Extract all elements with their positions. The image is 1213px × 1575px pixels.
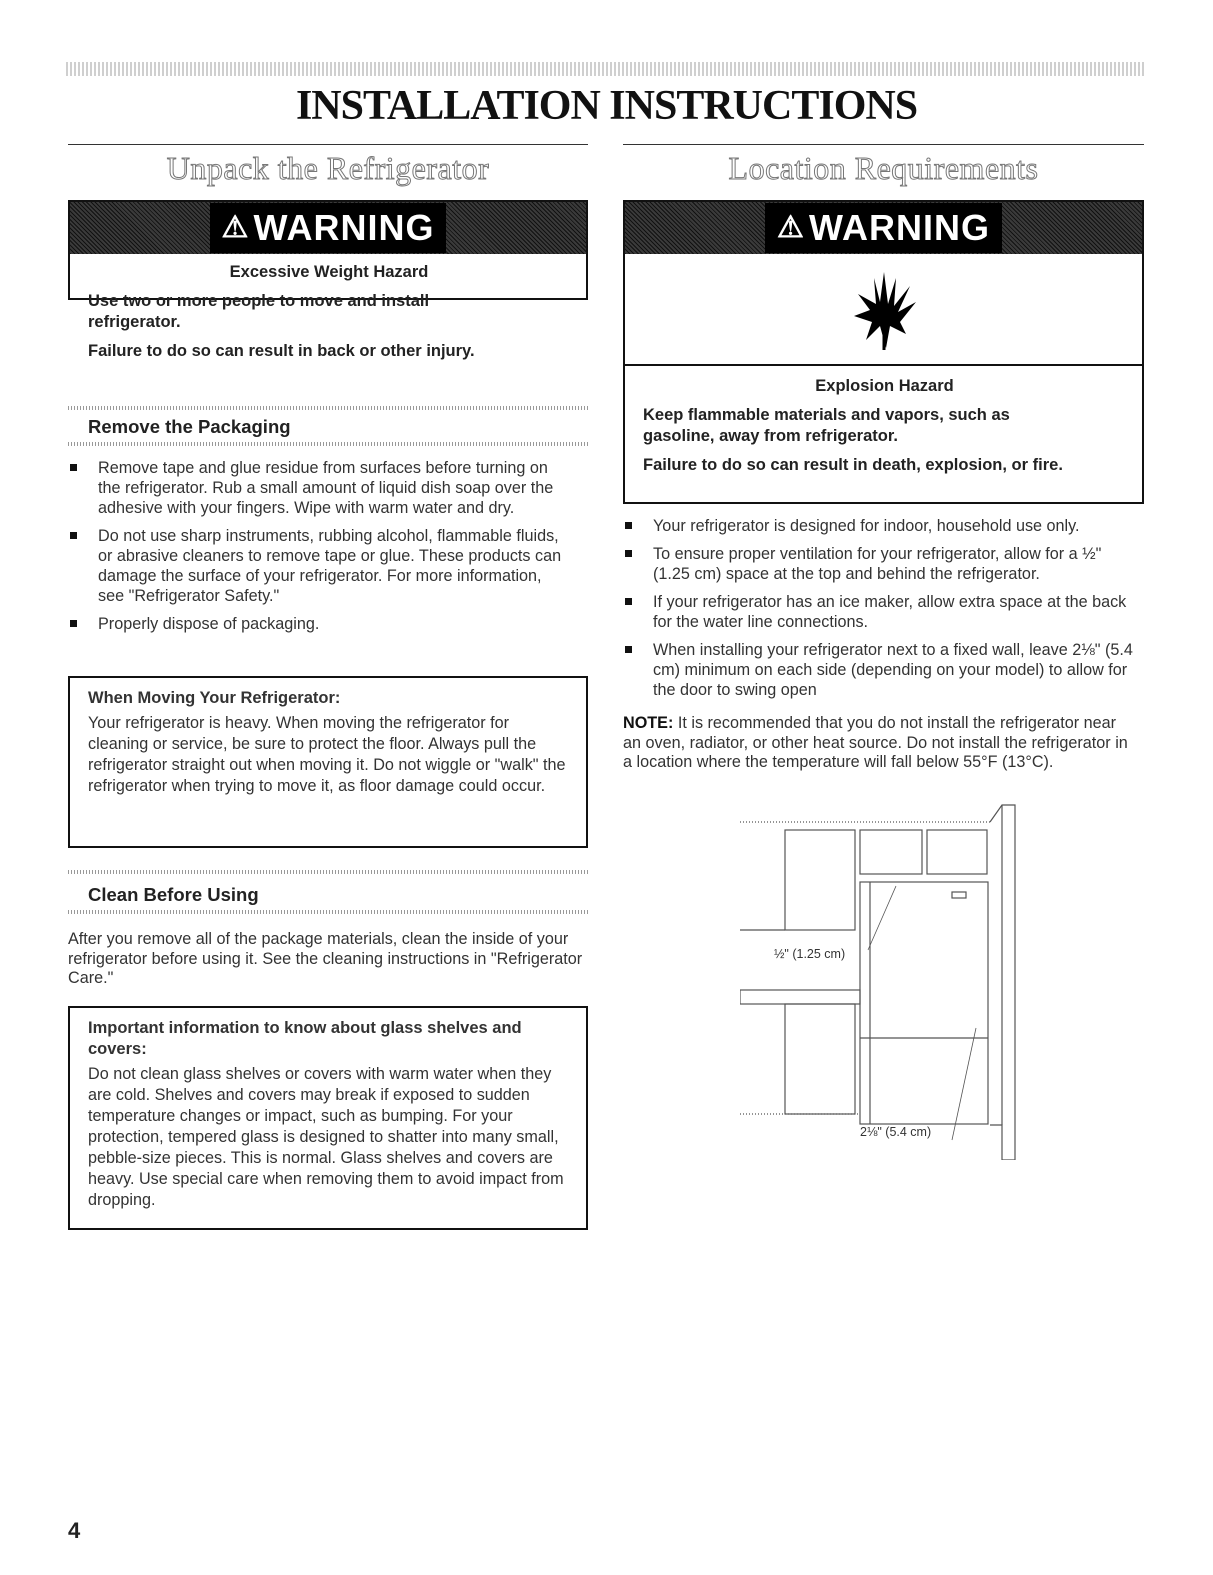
warning-body	[70, 254, 586, 380]
warning-line-2: Failure to do so can result in back or other injury.	[88, 342, 475, 360]
divider-stripe	[68, 406, 588, 410]
explosion-icon	[844, 264, 924, 354]
warning-label	[765, 203, 1002, 253]
hazard-title: Excessive Weight Hazard	[229, 263, 429, 281]
explosion-icon-area	[625, 254, 1142, 366]
list-item: Your refrigerator is designed for indoor, household use only.	[623, 516, 1138, 536]
packaging-bullet-list	[68, 458, 568, 642]
list-item: When installing your refrigerator next to a fixed wall, leave 2⅛" (5.4 cm) minimum on each side (depending on your model) to allow for the door to swing open	[623, 640, 1138, 700]
glass-box-body: Do not clean glass shelves or covers with warm water when they are cold. Shelves and covers may break if exposed to sudden temperature changes or impact, such as bumping. For your protection, tempered glass is designed to shatter into many small, pebble-size pieces. This is normal. Glass shelves and covers are heavy. Use special care when removing them to avoid impact from dropping.	[88, 1065, 564, 1209]
top-decorative-bar	[66, 62, 1146, 76]
clearance-diagram	[740, 800, 1030, 1160]
glass-box-title: Important information to know about glass shelves and covers:	[88, 1019, 522, 1058]
location-section-title: Location Requirements	[728, 150, 1039, 186]
note-label: NOTE:	[623, 714, 674, 732]
clean-before-heading: Clean Before Using	[88, 884, 259, 905]
clean-before-paragraph: After you remove all of the package materials, clean the inside of your refrigerator before using it. See the cleaning instructions in "Refrigerator Care."	[68, 930, 583, 987]
top-clearance-label: ½" (1.25 cm)	[774, 947, 846, 961]
page-title: INSTALLATION INSTRUCTIONS	[295, 83, 918, 129]
note-text: It is recommended that you do not install the refrigerator near an oven, radiator, or other heat source. Do not install the refrigerator in a location where the temperature will fall below 55°F (13°C).	[623, 714, 1128, 771]
unpack-section-title: Unpack the Refrigerator	[166, 150, 490, 186]
list-item: Do not use sharp instruments, rubbing alcohol, flammable fluids, or abrasive cleaners to remove tape or glue. These products can damage the surface of your refrigerator. For more information, see "Refrigerator Safety."	[68, 526, 568, 606]
warning-text: WARNING	[808, 207, 990, 248]
warning-body	[625, 366, 1142, 494]
divider-stripe	[68, 910, 588, 914]
explosion-warning-box	[623, 200, 1144, 504]
page-number: 4	[68, 1518, 81, 1543]
divider-stripe	[68, 870, 588, 874]
divider-stripe	[68, 442, 588, 446]
note-paragraph	[623, 714, 1138, 773]
left-section-rule	[68, 144, 588, 145]
moving-info-box	[68, 676, 588, 848]
list-item: If your refrigerator has an ice maker, allow extra space at the back for the water line connections.	[623, 592, 1138, 632]
list-item: To ensure proper ventilation for your refrigerator, allow for a ½" (1.25 cm) space at the top and behind the refrigerator.	[623, 544, 1138, 584]
list-item: Properly dispose of packaging.	[68, 614, 568, 634]
list-item: Remove tape and glue residue from surfaces before turning on the refrigerator. Rub a small amount of liquid dish soap over the adhesive with your fingers. Wipe with warm water and dry.	[68, 458, 568, 518]
cabinet-lines	[740, 805, 1015, 1160]
warning-label	[210, 203, 447, 253]
side-clearance-label: 2⅛" (5.4 cm)	[860, 1125, 932, 1139]
right-section-rule	[623, 144, 1144, 145]
glass-info-box	[68, 1006, 588, 1230]
warning-text: WARNING	[253, 207, 435, 248]
warning-banner	[625, 202, 1142, 254]
warning-line-1: Keep flammable materials and vapors, such as gasoline, away from refrigerator.	[643, 406, 1010, 445]
location-bullet-list	[623, 516, 1138, 708]
moving-box-body: Your refrigerator is heavy. When moving the refrigerator for cleaning or service, be sure to protect the floor. Always pull the refrigerator straight out when moving it. Do not wiggle or "walk" the refrigerator when trying to move it, as floor damage could occur.	[88, 714, 566, 795]
remove-packaging-heading: Remove the Packaging	[88, 416, 291, 437]
weight-warning-box	[68, 200, 588, 360]
warning-banner	[70, 202, 586, 254]
warning-triangle-icon: ⚠	[777, 211, 805, 244]
hazard-title: Explosion Hazard	[815, 377, 954, 395]
warning-line-2: Failure to do so can result in death, explosion, or fire.	[643, 456, 1063, 474]
warning-line-1: Use two or more people to move and install refrigerator.	[88, 292, 430, 331]
warning-triangle-icon: ⚠	[221, 211, 250, 244]
moving-box-title: When Moving Your Refrigerator:	[88, 689, 341, 707]
